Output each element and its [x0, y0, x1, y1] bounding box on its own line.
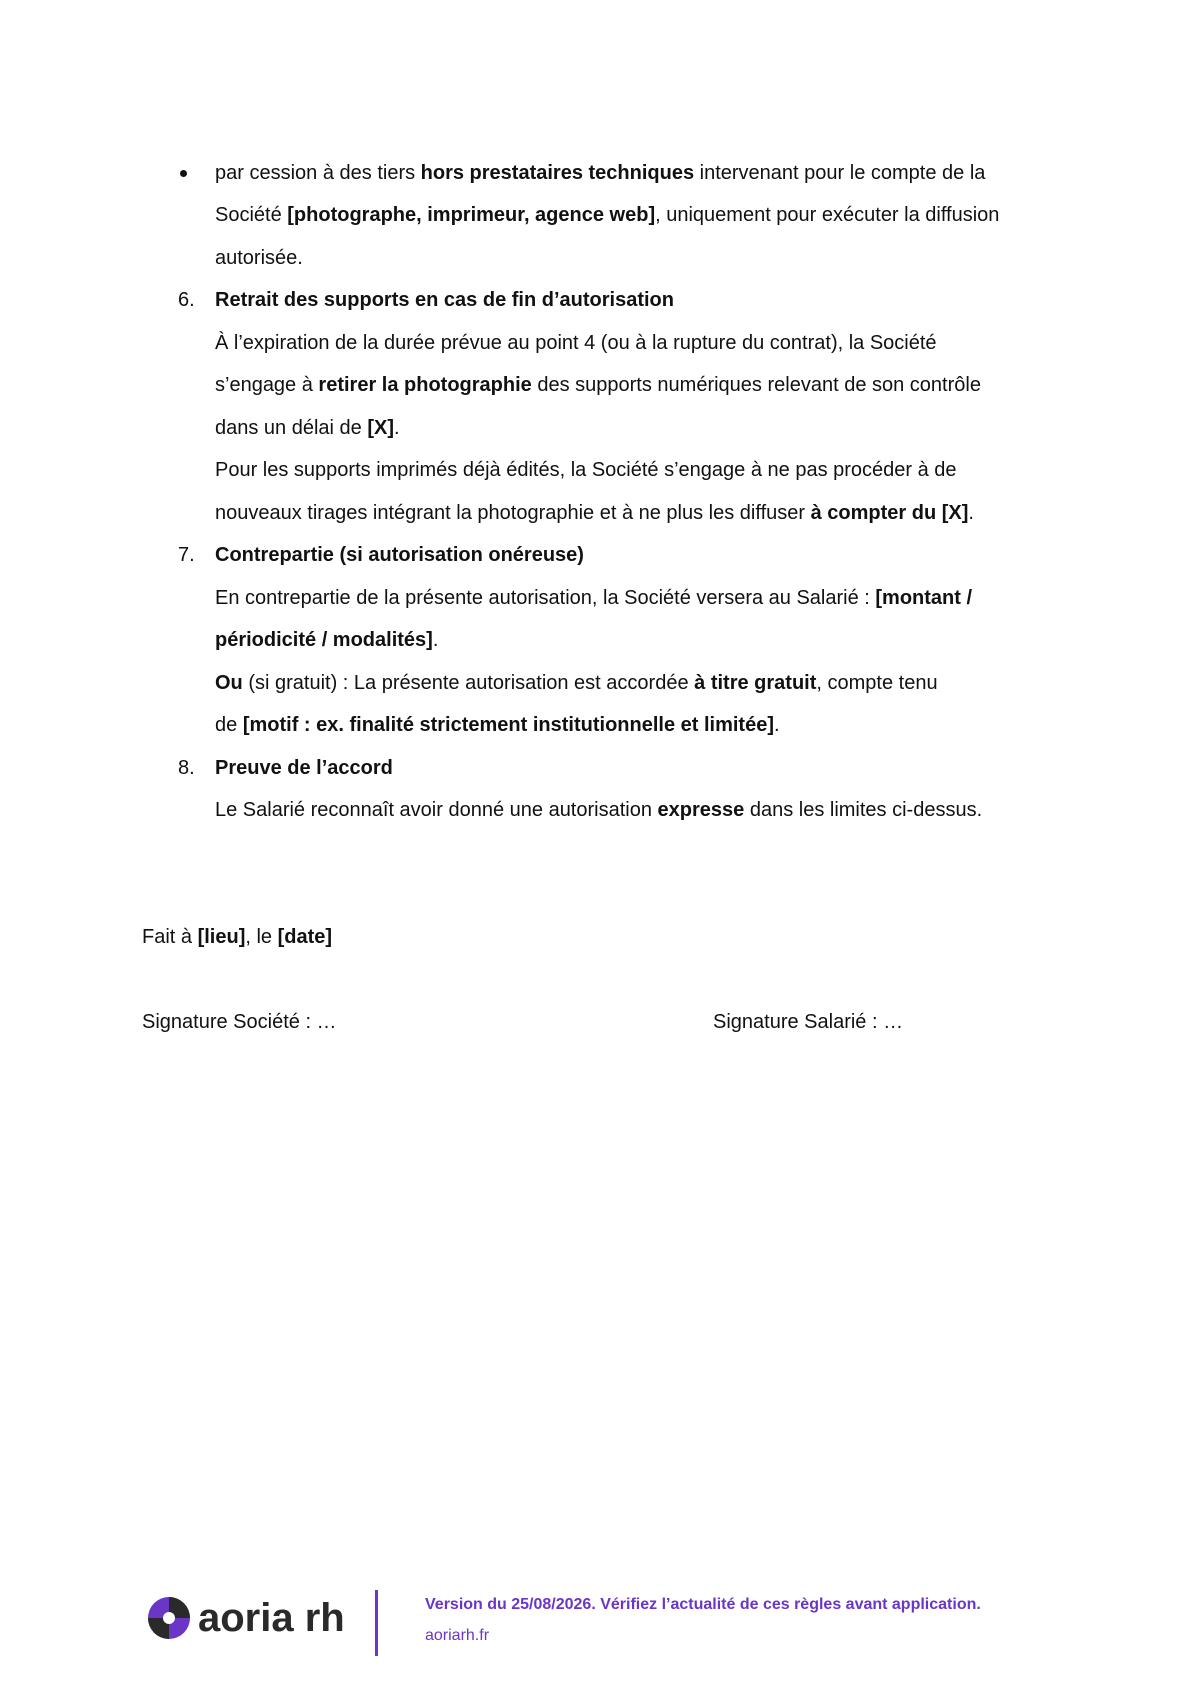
- text: Fait à: [142, 926, 198, 948]
- signature-salarie: Signature Salarié : …: [713, 1011, 904, 1033]
- section-6-p1-line-1: [215, 331, 937, 355]
- text: .: [774, 714, 780, 736]
- bold-text: [montant /: [875, 587, 973, 609]
- list-number-7: 7.: [178, 544, 195, 566]
- section-6-p1-line-2: [215, 373, 981, 397]
- section-7-p2-line-1: [215, 671, 938, 695]
- text: .: [394, 417, 400, 439]
- bold-text: [photographe, imprimeur, agence web]: [287, 204, 656, 226]
- bold-text: retirer la photographie: [318, 374, 532, 396]
- bullet-item-line-3: [215, 246, 303, 270]
- text: , uniquement pour exécuter la diffusion: [655, 204, 1000, 226]
- bullet-point: [180, 170, 187, 177]
- section-6-p2-line-2: [215, 501, 974, 525]
- text: (si gratuit) : La présente autorisation est accordée: [242, 672, 695, 694]
- date-placeholder: [date]: [277, 926, 333, 948]
- text: nouveaux tirages intégrant la photographie et à ne plus les diffuser: [215, 502, 811, 524]
- logo-mark-icon: [138, 1588, 358, 1648]
- bold-text: à compter du [X]: [810, 502, 969, 524]
- text: dans les limites ci-dessus.: [744, 799, 983, 821]
- text: par cession à des tiers: [215, 162, 421, 184]
- text: Le Salarié reconnaît avoir donné une autorisation: [215, 799, 658, 821]
- section-title: Retrait des supports en cas de fin d’autorisation: [215, 289, 674, 311]
- bold-text: périodicité / modalités]: [215, 629, 433, 651]
- section-8-title: [215, 756, 393, 780]
- place-date-line: [142, 925, 332, 949]
- bold-text: hors prestataires techniques: [420, 162, 695, 184]
- text: de: [215, 714, 243, 736]
- text: des supports numériques relevant de son contrôle: [531, 374, 981, 396]
- bullet-item-line-2: [215, 203, 999, 227]
- list-number-6: 6.: [178, 289, 195, 311]
- text: En contrepartie de la présente autorisation, la Société versera au Salarié :: [215, 587, 876, 609]
- section-7-title: [215, 543, 584, 567]
- footer-version-notice: Version du 25/08/2026. Vérifiez l’actualité de ces règles avant application.: [425, 1596, 981, 1613]
- section-7-p2-line-2: [215, 713, 780, 737]
- text: Pour les supports imprimés déjà édités, la Société s’engage à ne pas procéder à de: [215, 459, 957, 481]
- section-6-p1-line-3: [215, 416, 400, 440]
- text: Société: [215, 204, 288, 226]
- text: s’engage à: [215, 374, 319, 396]
- text: , le: [245, 926, 278, 948]
- section-title: Contrepartie (si autorisation onéreuse): [215, 544, 584, 566]
- section-6-p2-line-1: [215, 458, 957, 482]
- footer-url-link[interactable]: aoriarh.fr: [425, 1627, 490, 1644]
- list-number-8: 8.: [178, 757, 195, 779]
- section-7-p1-line-1: [215, 586, 972, 610]
- bold-text: [motif : ex. finalité strictement institutionnelle et limitée]: [242, 714, 774, 736]
- bold-text: expresse: [657, 799, 745, 821]
- section-title: Preuve de l’accord: [215, 757, 393, 779]
- text: À l’expiration de la durée prévue au point 4 (ou à la rupture du contrat), la Société: [215, 332, 937, 354]
- text: .: [432, 629, 439, 651]
- brand-name: aoria rh: [198, 1596, 345, 1640]
- section-7-p1-line-2: [215, 628, 438, 652]
- text: .: [968, 502, 974, 524]
- bold-text: à titre gratuit: [694, 672, 817, 694]
- footer-divider: [375, 1590, 378, 1656]
- lieu-placeholder: [lieu]: [197, 926, 246, 948]
- bullet-item-line-1: [215, 161, 985, 185]
- text: dans un délai de: [215, 417, 368, 439]
- signature-societe: Signature Société : …: [142, 1011, 337, 1033]
- bold-text: Ou: [215, 672, 243, 694]
- bold-text: [X]: [367, 417, 395, 439]
- text: intervenant pour le compte de la: [694, 162, 986, 184]
- section-8-p1: [215, 798, 982, 822]
- text: autorisée.: [215, 247, 303, 269]
- section-6-title: [215, 288, 674, 312]
- text: , compte tenu: [816, 672, 938, 694]
- aoria-rh-logo: [138, 1588, 358, 1648]
